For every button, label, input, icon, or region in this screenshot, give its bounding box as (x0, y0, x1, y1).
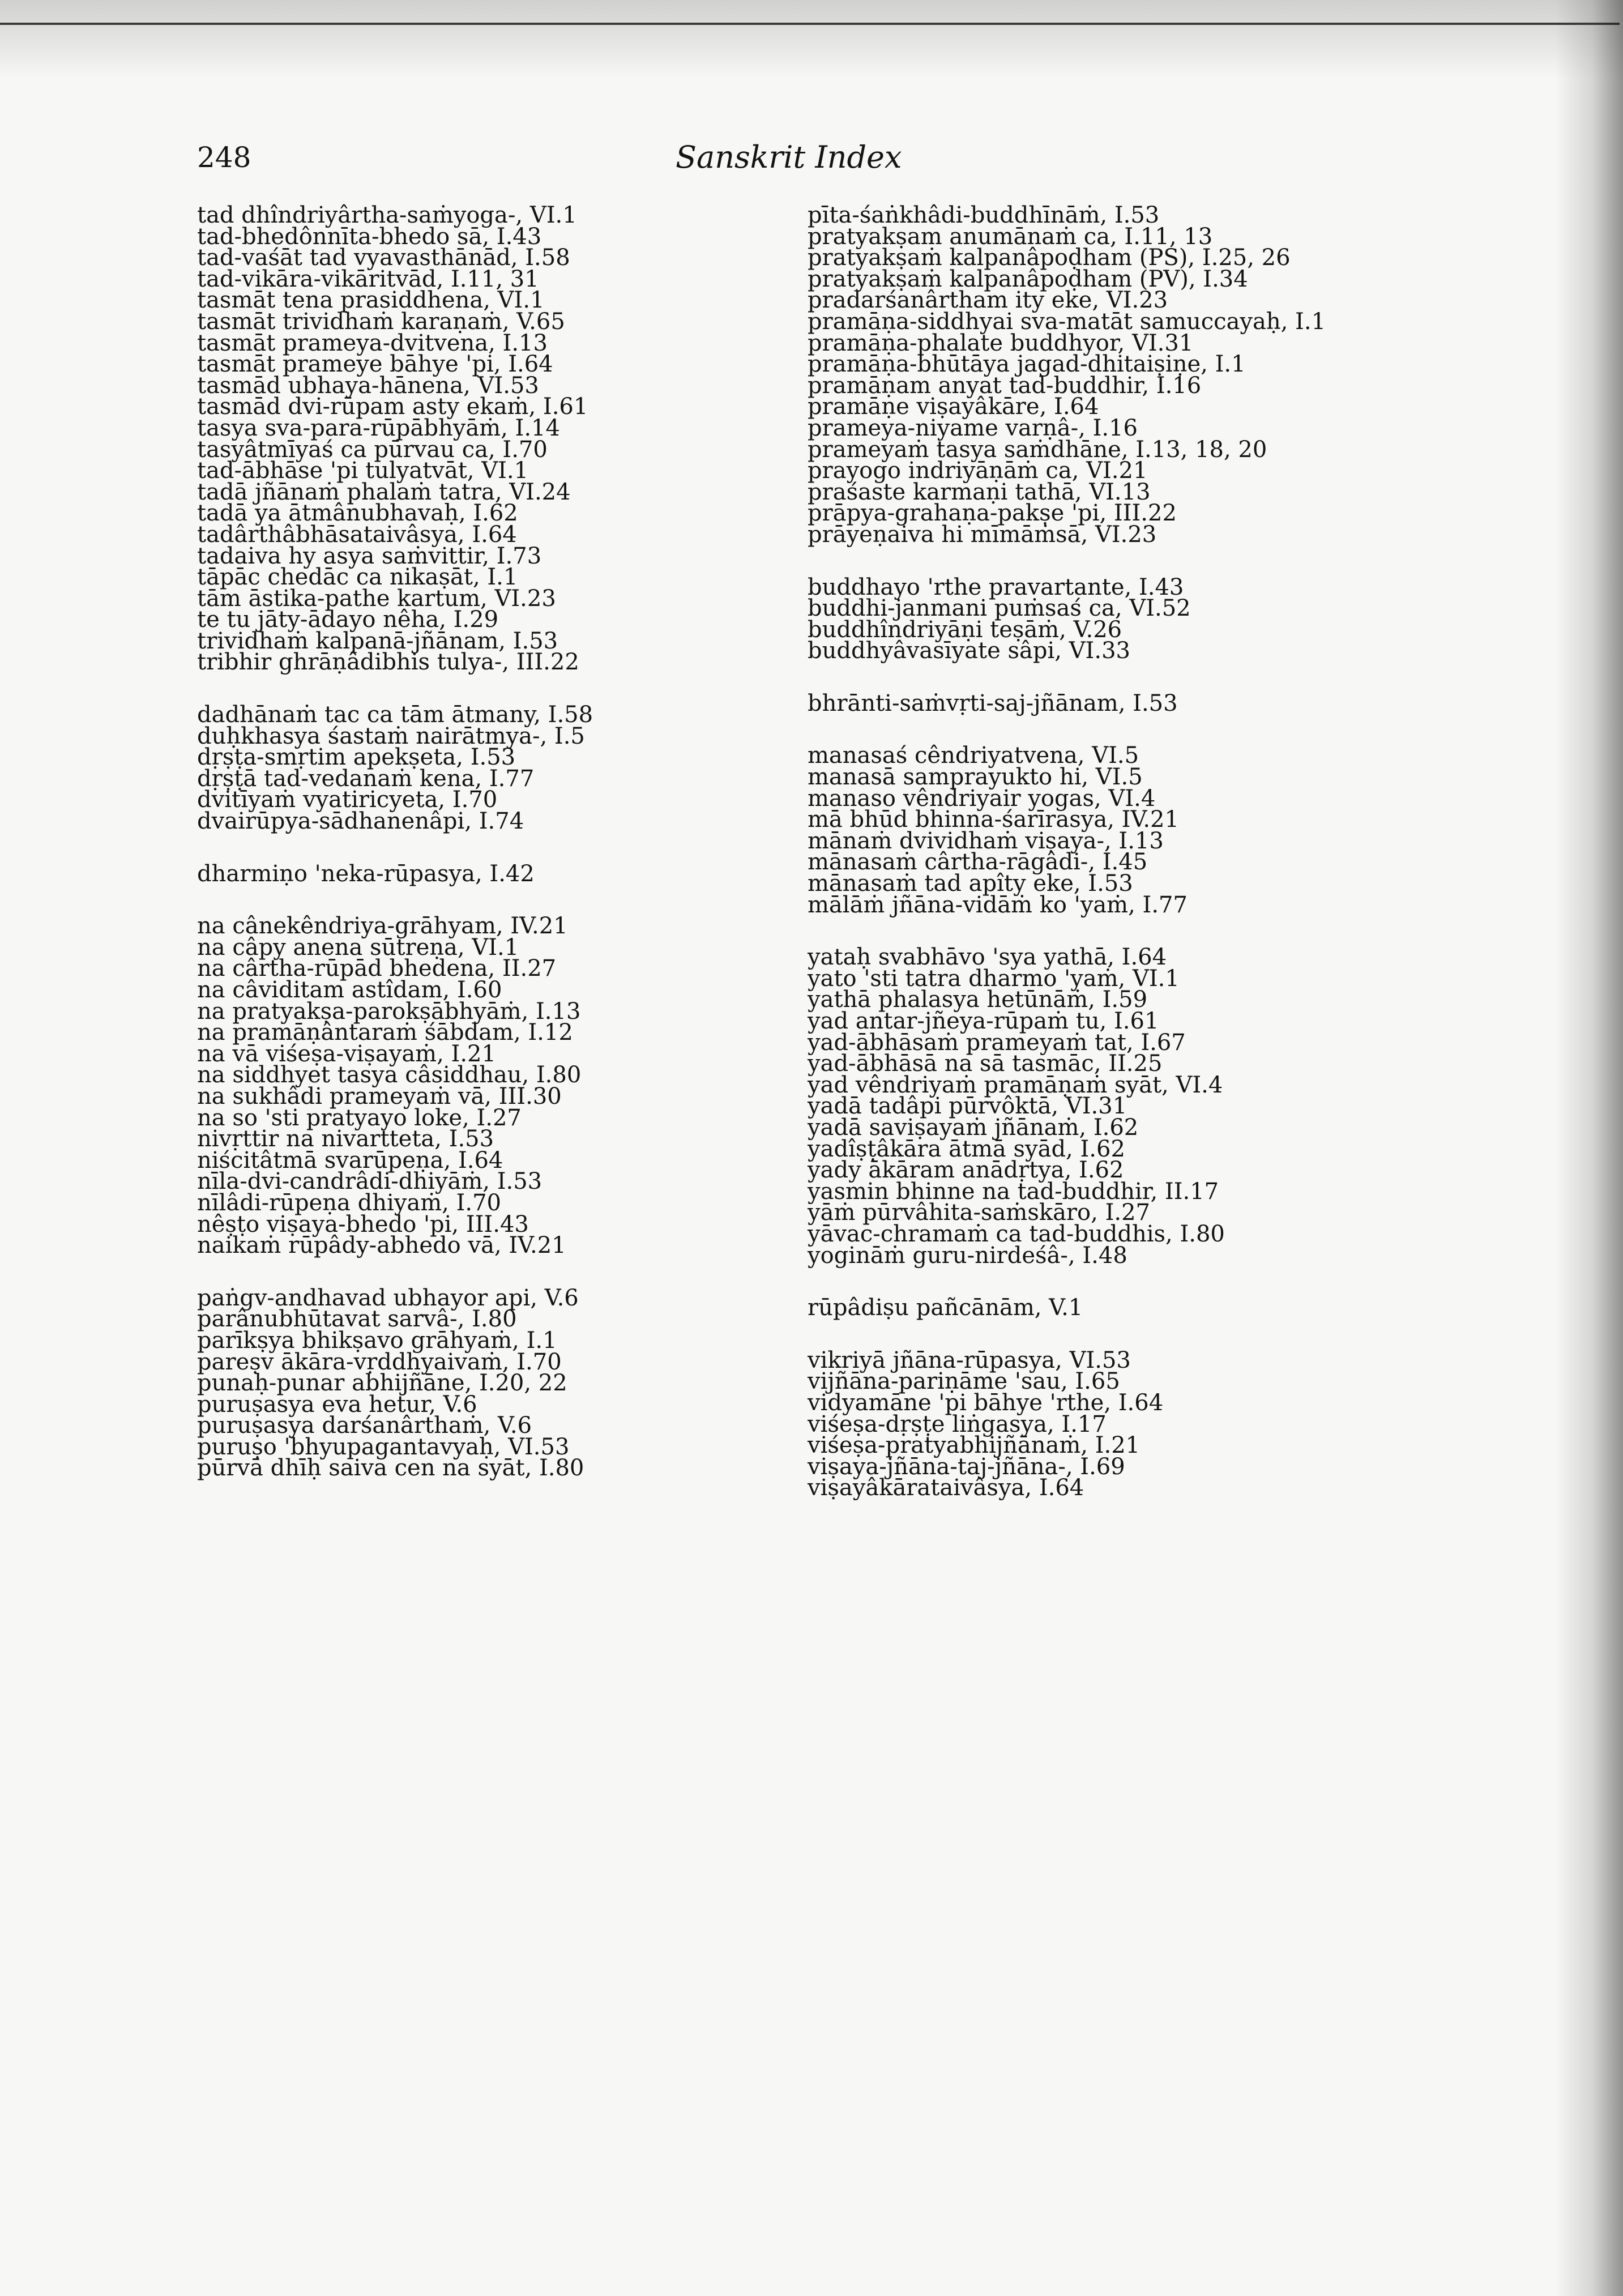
index-entry: punaḥ-punar abhijñāne, I.20, 22 (197, 1370, 567, 1397)
index-entry: yady ākāram anādṛtya, I.62 (808, 1157, 1124, 1184)
index-entry: parânubhūtavat sarvâ-, I.80 (197, 1306, 517, 1333)
index-entry: pramāṇam anyat tad-buddhir, I.16 (808, 372, 1202, 399)
index-entry: viśeṣa-pratyabhijñānaṁ, I.21 (808, 1432, 1141, 1459)
index-group (197, 702, 763, 835)
index-entry: na câviditam astîdam, I.60 (197, 977, 502, 1003)
index-entry: parīkṣya bhikṣavo grāhyaṁ, I.1 (197, 1327, 557, 1354)
index-entry: yadîṣṭâkāra ātmā syād, I.62 (808, 1136, 1125, 1162)
index-entry: na vā viśeṣa-viṣayaṁ, I.21 (197, 1040, 496, 1067)
index-entry: na câpy anena sūtreṇa, VI.1 (197, 934, 519, 961)
index-entry: yadā tadâpi pūrvôktā, VI.31 (808, 1093, 1127, 1120)
index-entry: na pramāṇântaraṁ śābdam, I.12 (197, 1019, 573, 1046)
index-entry: tasmād ubhaya-hānena, VI.53 (197, 372, 539, 399)
index-entry: pramāṇa-siddhyai sva-matāt samuccayaḥ, I.1 (808, 308, 1326, 335)
index-entry: yataḥ svabhāvo 'sya yathā, I.64 (808, 944, 1167, 971)
index-entry: na so 'sti pratyayo loke, I.27 (197, 1104, 522, 1131)
index-group (197, 860, 763, 887)
index-entry: mānaṁ dvividhaṁ viṣaya-, I.13 (808, 827, 1164, 854)
index-entry: yadā saviṣayaṁ jñānaṁ, I.62 (808, 1114, 1139, 1141)
index-entry: buddhîndriyāṇi teṣāṁ, V.26 (808, 616, 1122, 643)
index-entry: manasā samprayukto hi, VI.5 (808, 764, 1143, 791)
index-entry: mālāṁ jñāna-vidāṁ ko 'yaṁ, I.77 (808, 891, 1188, 918)
index-entry: tasmāt prameye bāhye 'pi, I.64 (197, 351, 553, 378)
index-entry: buddhyâvasīyate sâpi, VI.33 (808, 638, 1130, 664)
index-entry: yogināṁ guru-nirdeśâ-, I.48 (808, 1242, 1127, 1269)
index-group (197, 1284, 763, 1482)
index-entry: puruṣo 'bhyupagantavyaḥ, VI.53 (197, 1433, 570, 1460)
page-header (197, 139, 1415, 179)
index-entry: tadā ya ātmânubhavaḥ, I.62 (197, 500, 518, 527)
index-entry: vijñāna-pariṇāme 'sau, I.65 (808, 1368, 1120, 1395)
index-group (808, 1295, 1413, 1321)
index-entry: pīta-śaṅkhâdi-buddhīnāṁ, I.53 (808, 202, 1160, 228)
index-entry: na sukhâdi prameyaṁ vā, III.30 (197, 1083, 562, 1109)
index-entry: yato 'sti tatra dharmo 'yaṁ, VI.1 (808, 965, 1180, 992)
index-entry: na pratyakṣa-parokṣābhyāṁ, I.13 (197, 998, 581, 1025)
index-entry: prameya-niyame varṇâ-, I.16 (808, 415, 1138, 441)
index-entry: duḥkhasya śastaṁ nairātmya-, I.5 (197, 723, 585, 749)
index-entry: nivṛttir na nivartteta, I.53 (197, 1126, 494, 1153)
index-entry: dadhānaṁ tac ca tām ātmany, I.58 (197, 702, 593, 728)
index-entry: viśeṣa-dṛṣṭe liṅgasya, I.17 (808, 1411, 1107, 1437)
index-entry: prāpya-grahaṇa-pakṣe 'pi, III.22 (808, 500, 1177, 527)
index-entry: buddhi-janmani puṁsaś ca, VI.52 (808, 595, 1191, 622)
index-entry: tad-vaśāt tad vyavasthānād, I.58 (197, 245, 570, 271)
index-entry: bhrānti-saṁvṛti-saj-jñānam, I.53 (808, 690, 1178, 716)
index-entry: dṛṣṭa-smṛtim apekṣeta, I.53 (197, 744, 516, 771)
index-entry: yad vêndriyaṁ pramāṇaṁ syāt, VI.4 (808, 1072, 1223, 1098)
index-entry: dṛṣṭā tad-vedanaṁ kena, I.77 (197, 765, 535, 792)
index-group (197, 913, 763, 1259)
index-column-right (808, 202, 1413, 1530)
index-entry: pratyakṣaṁ kalpanâpoḍham (PS), I.25, 26 (808, 245, 1291, 271)
index-entry: vikriyā jñāna-rūpasya, VI.53 (808, 1347, 1131, 1373)
index-entry: prayogo indriyāṇāṁ ca, VI.21 (808, 458, 1148, 484)
scan-shadow-top (0, 0, 1623, 79)
index-entry: naikaṁ rūpâdy-abhedo vā, IV.21 (197, 1232, 566, 1259)
index-entry: pratyakṣam anumānaṁ ca, I.11, 13 (808, 223, 1213, 250)
index-entry: dvairūpya-sādhanenâpi, I.74 (197, 808, 524, 835)
index-group (808, 1347, 1413, 1501)
index-entry: tadaiva hy asya saṁvittir, I.73 (197, 543, 542, 569)
index-entry: te tu jāty-ādayo nêha, I.29 (197, 607, 499, 633)
index-entry: dharmiṇo 'neka-rūpasya, I.42 (197, 860, 535, 887)
index-entry: na siddhyet tasya câsiddhau, I.80 (197, 1062, 582, 1089)
index-group (808, 944, 1413, 1269)
index-entry: tasya sva-para-rūpābhyāṁ, I.14 (197, 415, 560, 441)
index-entry: tasmād dvi-rūpam asty ekaṁ, I.61 (197, 394, 588, 420)
index-entry: dvitīyaṁ vyatiricyeta, I.70 (197, 787, 498, 813)
index-entry: pradarśanârtham ity eke, VI.23 (808, 287, 1168, 314)
index-entry: tām āstika-pathe kartum, VI.23 (197, 585, 556, 612)
index-entry: viṣaya-jñāna-taj-jñāna-, I.69 (808, 1453, 1125, 1480)
index-entry: yasmin bhinne na tad-buddhir, II.17 (808, 1178, 1219, 1205)
page-number: 248 (197, 141, 251, 174)
index-entry: buddhayo 'rthe pravartante, I.43 (808, 574, 1184, 600)
index-group (808, 742, 1413, 918)
index-entry: vidyamāne 'pi bāhye 'rthe, I.64 (808, 1389, 1164, 1416)
index-group (808, 574, 1413, 664)
index-entry: prameyaṁ tasya saṁdhāne, I.13, 18, 20 (808, 436, 1267, 463)
index-entry: nêṣṭo viṣaya-bhedo 'pi, III.43 (197, 1211, 529, 1237)
index-entry: yathā phalasya hetūnāṁ, I.59 (808, 987, 1148, 1013)
index-entry: yāvac-chramaṁ ca tad-buddhis, I.80 (808, 1220, 1225, 1247)
index-entry: paṅgv-andhavad ubhayor api, V.6 (197, 1284, 579, 1311)
index-entry: na cânekêndriya-grāhyam, IV.21 (197, 913, 568, 940)
index-entry: mā bhūd bhinna-śarīrasya, IV.21 (808, 806, 1179, 833)
index-entry: viṣayâkārataivâsya, I.64 (808, 1475, 1084, 1501)
index-entry: tasmāt tena prasiddhena, VI.1 (197, 287, 545, 314)
index-group (808, 690, 1413, 716)
index-entry: pramāṇa-bhūtāya jagad-dhitaiṣiṇe, I.1 (808, 351, 1246, 378)
index-entry: puruṣasya darśanârthaṁ, V.6 (197, 1412, 532, 1439)
index-entry: pramāṇa-phalate buddhyor, VI.31 (808, 330, 1194, 356)
index-entry: praśaste karmaṇi tathā, VI.13 (808, 479, 1151, 505)
index-entry: yad-ābhāsaṁ prameyaṁ tat, I.67 (808, 1029, 1186, 1056)
index-entry: yad-ābhāsā na sā tasmāc, II.25 (808, 1051, 1163, 1077)
index-column-left (197, 202, 763, 1510)
index-entry: manaso vêndriyair yogas, VI.4 (808, 785, 1156, 812)
index-entry: tribhir ghrāṇâdibhis tulya-, III.22 (197, 649, 579, 676)
index-entry: prāyeṇaiva hi mīmāṁsā, VI.23 (808, 521, 1157, 548)
index-entry: tad-bhedônnīta-bhedo sā, I.43 (197, 223, 542, 250)
index-entry: pūrvā dhīḥ saiva cen na syāt, I.80 (197, 1455, 584, 1482)
index-entry: tasyâtmīyaś ca pūrvau ca, I.70 (197, 436, 548, 463)
index-entry: nīla-dvi-candrâdi-dhiyāṁ, I.53 (197, 1168, 543, 1195)
index-entry: yāṁ pūrvâhita-saṁskāro, I.27 (808, 1200, 1150, 1226)
index-entry: pramāṇe viṣayâkāre, I.64 (808, 394, 1099, 420)
index-group (197, 202, 763, 676)
index-entry: yad antar-jñeya-rūpaṁ tu, I.61 (808, 1008, 1159, 1034)
index-entry: tadârthâbhāsataivâsya, I.64 (197, 521, 517, 548)
index-entry: tad-vikāra-vikāritvād, I.11, 31 (197, 266, 539, 292)
index-entry: mānasaṁ cârtha-rāgâdi-, I.45 (808, 849, 1148, 876)
scan-shadow-right (1555, 0, 1623, 2296)
index-group (808, 202, 1413, 548)
index-entry: puruṣasya eva hetur, V.6 (197, 1391, 477, 1418)
index-entry: rūpâdiṣu pañcānām, V.1 (808, 1295, 1083, 1321)
index-entry: tasmāt trividhaṁ karaṇaṁ, V.65 (197, 308, 565, 335)
index-entry: tasmāt prameya-dvitvena, I.13 (197, 330, 548, 356)
index-entry: pratyakṣaṁ kalpanâpoḍham (PV), I.34 (808, 266, 1248, 292)
running-title: Sanskrit Index (676, 139, 902, 175)
index-entry: na cârtha-rūpād bhedena, II.27 (197, 955, 557, 982)
index-entry: trividhaṁ kalpanā-jñānam, I.53 (197, 628, 558, 654)
scan-edge-line (0, 23, 1620, 25)
index-entry: manasaś cêndriyatvena, VI.5 (808, 742, 1139, 769)
index-entry: tad dhîndriyârtha-saṁyoga-, VI.1 (197, 202, 577, 228)
index-entry: niścitâtmā svarūpeṇa, I.64 (197, 1147, 503, 1173)
index-entry: mānasaṁ tad apîty eke, I.53 (808, 870, 1133, 897)
index-entry: tad-ābhāse 'pi tulyatvāt, VI.1 (197, 458, 529, 484)
index-entry: tadā jñānaṁ phalaṁ tatra, VI.24 (197, 479, 571, 505)
index-entry: pareṣv ākāra-vṛddhyaivaṁ, I.70 (197, 1348, 562, 1375)
index-entry: nīlâdi-rūpeṇa dhiyaṁ, I.70 (197, 1189, 501, 1216)
index-entry: tāpāc chedāc ca nikaṣāt, I.1 (197, 564, 518, 591)
